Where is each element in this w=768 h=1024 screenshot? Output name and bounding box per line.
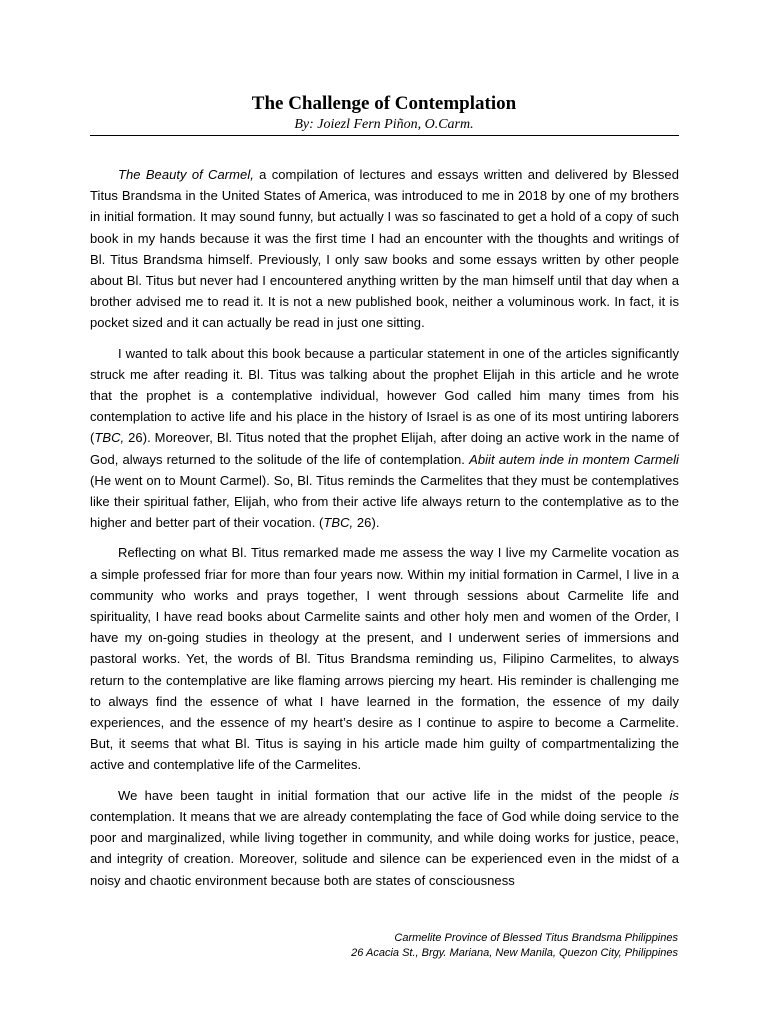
paragraph-1: The Beauty of Carmel, a compilation of lectures and essays written and delivered by Blessed Titus Brandsma in the United States of America, was introduced to me in 2018 by one of my brothers in initial formation. It may sound funny, but actually I was so fascinated to get a hold of a copy of such book in my hands because it was the first time I had an encounter with the thoughts and writings of Bl. Titus Brandsma himself. Previously, I only saw books and some essays written by other people about Bl. Titus but never had I encountered anything written by the man himself until that day when a brother advised me to read it. It is not a new published book, neither a voluminous work. In fact, it is pocket sized and it can actually be read in just one sitting. <box>90 167 679 331</box>
footer-province: Carmelite Province of Blessed Titus Brandsma Philippines <box>394 932 678 944</box>
citation-italic: TBC, <box>94 430 125 446</box>
article-body <box>90 164 679 891</box>
footer-address: 26 Acacia St., Brgy. Mariana, New Manila, Quezon City, Philippines <box>351 947 678 959</box>
paragraph-2: I wanted to talk about this book because a particular statement in one of the articles significantly struck me after reading it. Bl. Titus was talking about the prophet Elijah in this article and he wrote that the prophet is a contemplative individual, however God called him many times from his contemplation to active life and his place in the history of Israel is as one of its most untiring laborers (TBC, 26). Moreover, Bl. Titus noted that the prophet Elijah, after doing an active work in the name of God, always returned to the solitude of the life of contemplation. Abiit autem inde in montem Carmeli (He went on to Mount Carmel). So, Bl. Titus reminds the Carmelites that they must be contemplatives like their spiritual father, Elijah, who from their active life always return to the contemplative as to the higher and better part of their vocation. (TBC, 26). <box>90 345 679 531</box>
paragraph-4: We have been taught in initial formation that our active life in the midst of the people is contemplation. It means that we are already contemplating the face of God while doing service to the poor and marginalized, while living together in community, and while doing works for justice, peace, and integrity of creation. Moreover, solitude and silence can be experienced even in the midst of a noisy and chaotic environment because both are states of consciousness <box>90 787 679 888</box>
page-footer <box>89 931 678 961</box>
book-title-italic: The Beauty of Carmel, <box>118 167 254 182</box>
author-byline: By: Joiezl Fern Piñon, O.Carm. <box>294 117 474 132</box>
latin-quote-italic: Abiit autem inde in montem Carmeli <box>469 451 679 467</box>
document-title: The Challenge of Contemplation <box>251 93 517 114</box>
header-divider <box>90 135 679 136</box>
citation-italic: TBC, <box>323 515 354 531</box>
paragraph-3: Reflecting on what Bl. Titus remarked made me assess the way I live my Carmelite vocation as a simple professed friar for more than four years now. Within my initial formation in Carmel, I live in a community who works and prays together, I went through sessions about Carmelite life and spirituality, I have read books about Carmelite saints and other holy men and women of the Order, I have my on-going studies in theology at the present, and I underwent series of immersions and pastoral works. Yet, the words of Bl. Titus Brandsma reminding us, Filipino Carmelites, to always return to the contemplative are like flaming arrows piercing my heart. His reminder is challenging me to always find the essence of what I have learned in the formation, the essence of my daily experiences, and the essence of my heart’s desire as I continue to aspire to become a Carmelite. But, it seems that what Bl. Titus is saying in his article made him guilty of compartmentalizing the active and contemplative life of the Carmelites. <box>90 545 679 773</box>
emphasis-italic: is <box>669 787 679 803</box>
document-header <box>90 92 678 133</box>
